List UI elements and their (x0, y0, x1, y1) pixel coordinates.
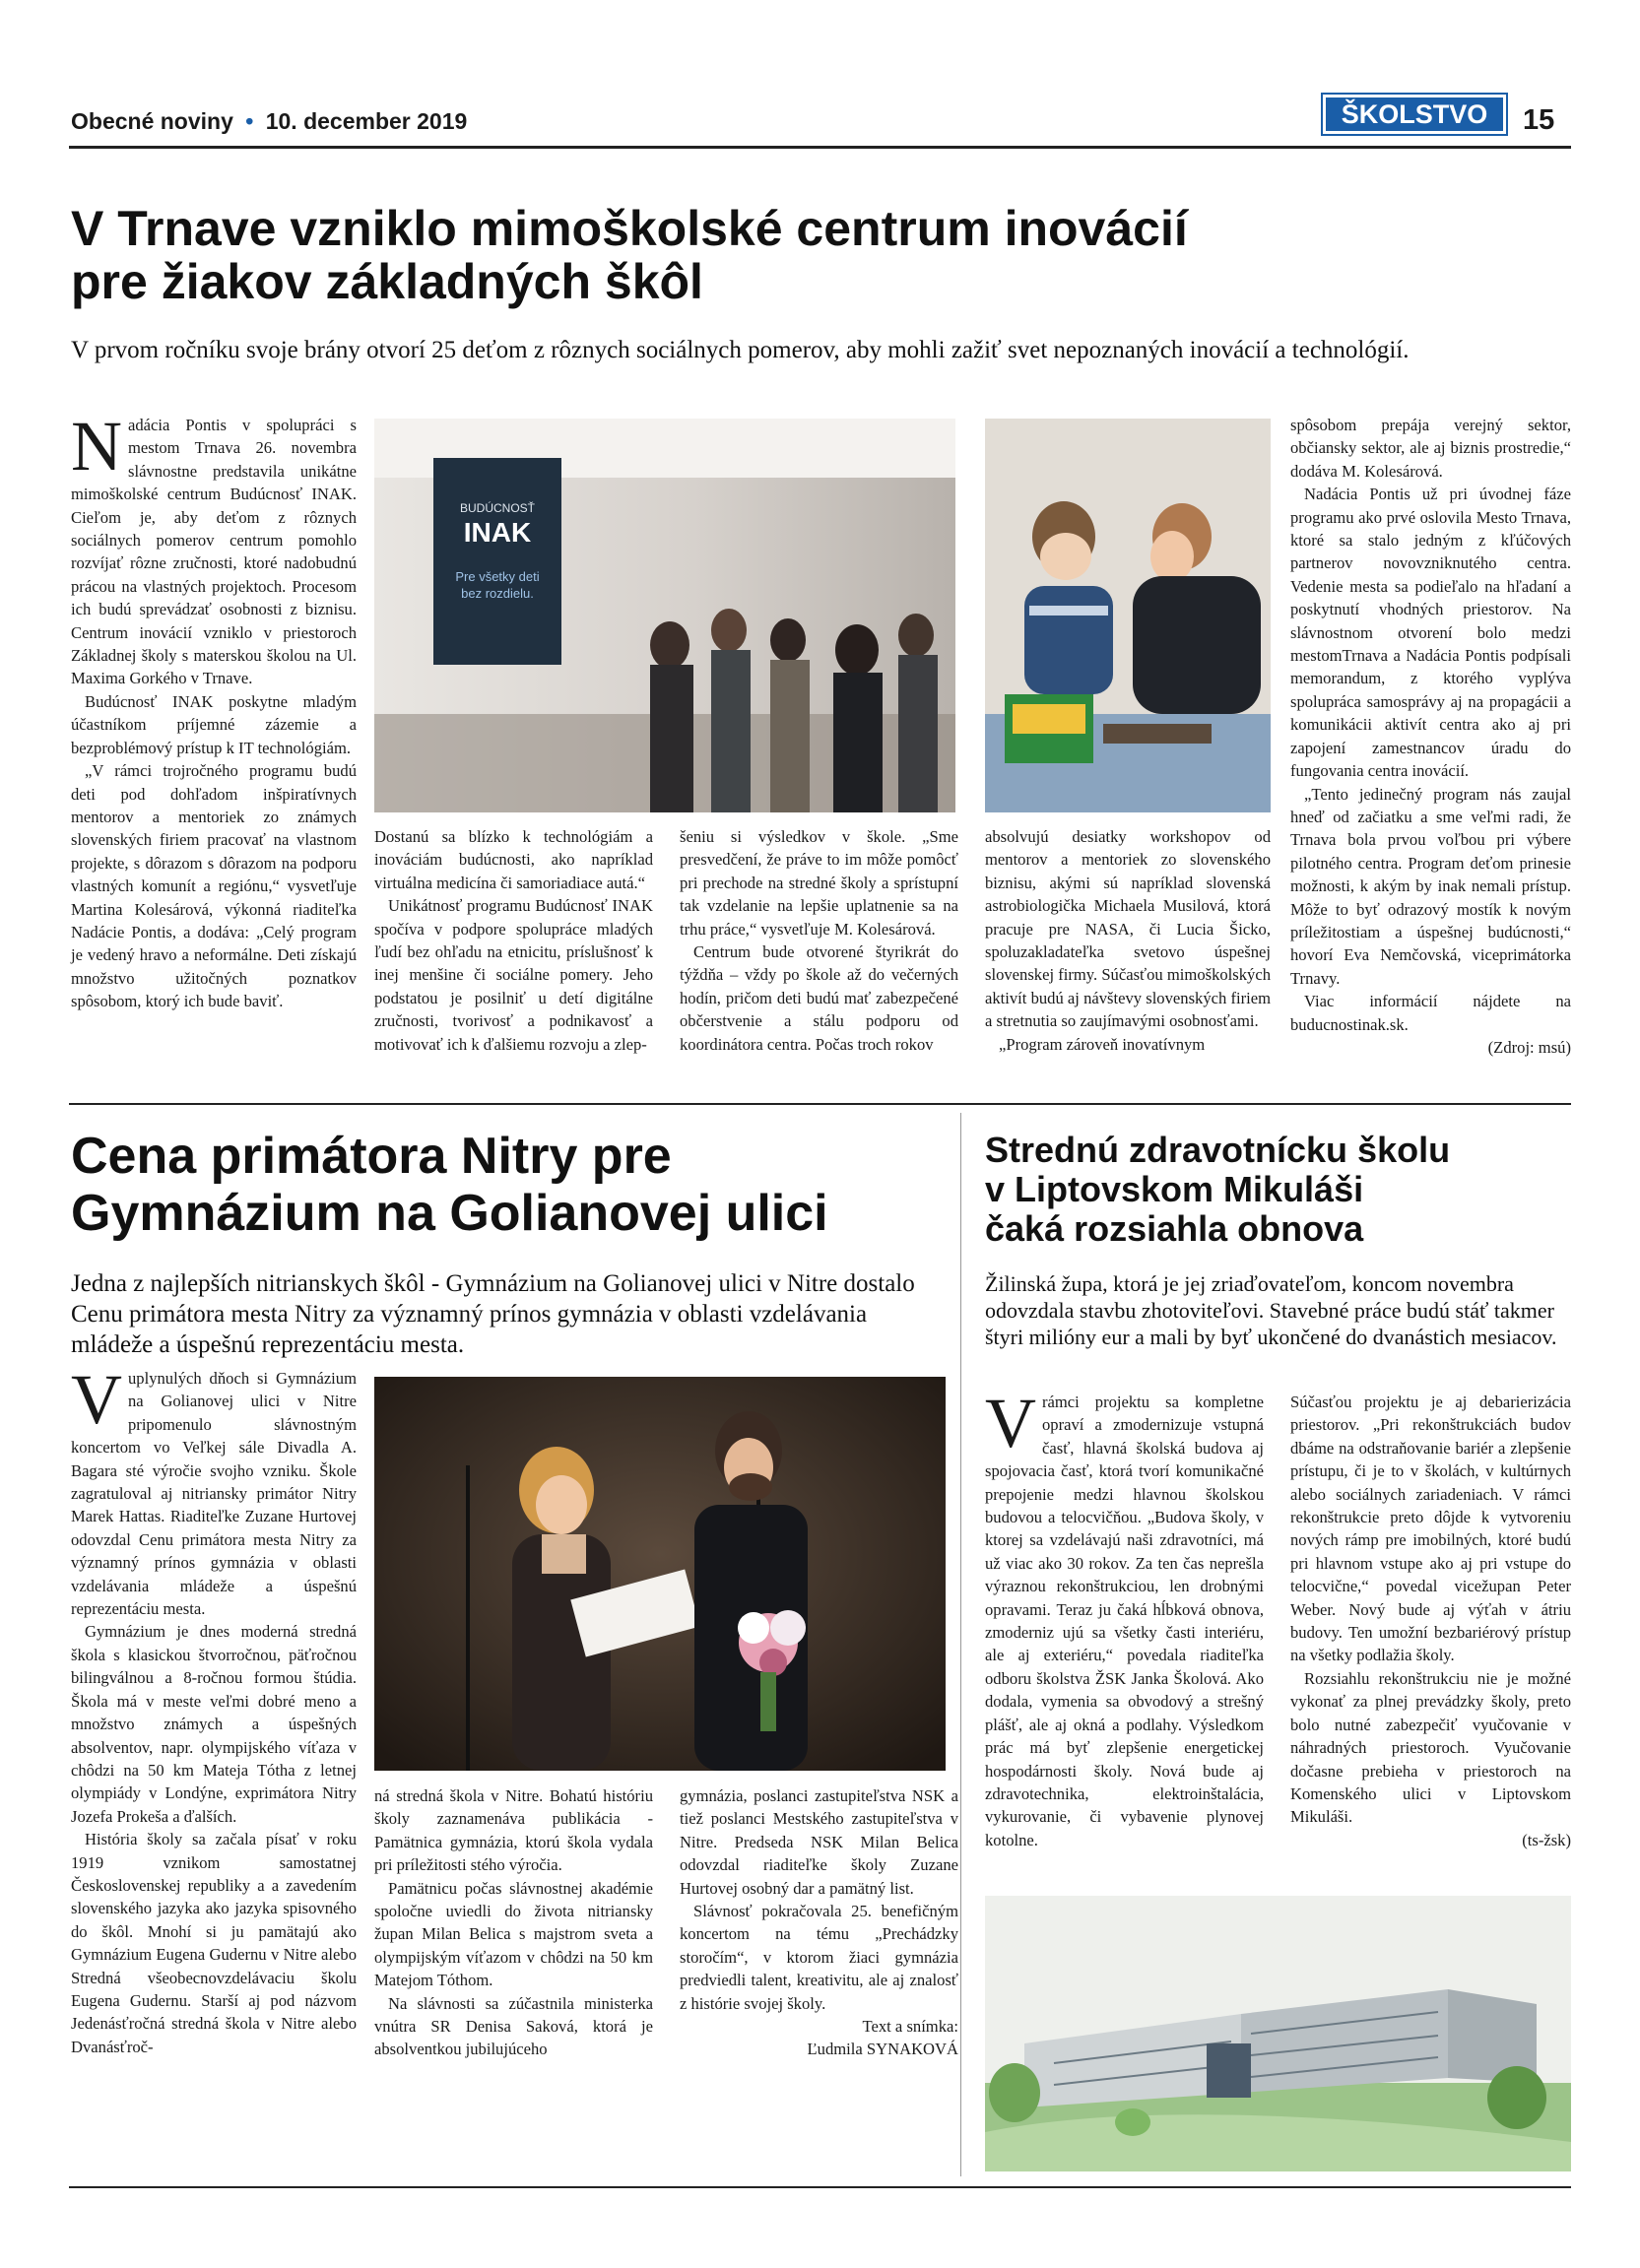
article2-paragraph: Na slávnosti sa zúčastnila ministerka vnútra SR Denisa Saková, ktorá je absolventkou jubilujúceho (374, 1993, 653, 2059)
photo-credit-label: Text a snímka: (862, 2017, 958, 2037)
article2-lead: Jedna z najlepších nitrianskych škôl - Gymnázium na Golianovej ulici v Nitre dostalo Cenu primátora mesta Nitry za významný prínos gymnázia v oblasti vzdelávania mládeže a úspešnú reprezentáciu mesta. (71, 1270, 915, 1358)
sign-text-2: INAK (463, 517, 532, 548)
drop-cap: V (71, 1360, 122, 1439)
header-rule (69, 146, 1571, 149)
article1-title-line1: V Trnave vzniklo mimoškolské centrum inovácií (71, 201, 1188, 256)
article3-title-line3: čaká rozsiahla obnova (985, 1208, 1364, 1249)
building-rendering-illustration (985, 1896, 1571, 2171)
opening-event-photo-illustration (374, 419, 955, 812)
article1-paragraph: šeniu si výsledkov v škole. „Sme presvedčení, že práve to im môže pomôcť pri prechode na stredné školy a sprístupní tak vzdelanie na lepšie uplatnenie sa na trhu práce,“ vysvetľuje M. Kolesárová. (680, 827, 958, 939)
article3-title (985, 1131, 1576, 1249)
article2-paragraph: Vuplynulých dňoch si Gymnázium na Golianovej ulici v Nitre pripomenulo slávnostným koncertom vo Veľkej sále Divadla A. Bagara sté výročie svojho vzniku. Škole zagratuloval aj nitriansky primátor Nitry Marek Hattas. Riaditeľke Zuzane Hurtovej odovzdal Cenu primátora mesta Nitry za významný prínos gymnázia v oblasti vzdelávania mládeže a úspešnú reprezentáciu mesta. (71, 1360, 357, 1619)
article2-title-line2: Gymnázium na Golianovej ulici (71, 1185, 828, 1242)
article1-title (71, 202, 1548, 308)
article1-paragraph: „Program zároveň inovatívnym (999, 1034, 1206, 1054)
article2-paragraph: Slávnosť pokračovala 25. benefičným koncertom na tému „Prechádzky storočím“, v ktorom žiaci gymnázia predviedli talent, kreativitu, ale aj znalosť z histórie svojej školy. (680, 1902, 958, 2013)
sign-text-3: Pre všetky deti (455, 569, 540, 584)
article-divider (69, 1103, 1571, 1105)
page-number: 15 (1523, 104, 1555, 136)
article1-paragraph: Centrum bude otvorené štyrikrát do týždňa – vždy po škole až do večerných hodín, pričom deti budú mať zabezpečené občerstvenie a stálu podporu od koordinátora centra. Počas troch rokov (680, 942, 958, 1054)
running-header (71, 108, 467, 135)
article1-lead: V prvom ročníku svoje brány otvorí 25 deťom z rôznych sociálnych pomerov, aby mohli zažiť svet nepoznaných inovácií a technológií. (71, 337, 1410, 363)
sign-text-1: BUDÚCNOSŤ (459, 501, 536, 515)
article1-column-5 (1290, 414, 1571, 1059)
article2-column-3 (680, 1784, 958, 2061)
photo-award-ceremony (374, 1377, 946, 1771)
header-bullet: • (245, 108, 254, 134)
column-divider (960, 1113, 961, 2176)
article3-lead: Žilinská župa, ktorá je jej zriaďovateľom, koncom novembra odovzdala stavbu zhotoviteľovi. Stavebné práce budú stáť takmer štyri milióny eur a mali by byť ukončené do dvanástich mesiacov. (985, 1271, 1557, 1349)
article1-column-2 (374, 825, 653, 1056)
footer-rule (69, 2186, 1571, 2188)
article2-paragraph: Gymnázium je dnes moderná stredná škola s klasickou štvorročnou, päťročnou bilingválnou a 8-ročnou formou štúdia. Škola má v meste veľmi dobré meno a množstvo známych a úspešných absolventov, napr. olympijského víťaza v chôdzi na 50 km Mateja Tótha z letnej olympiády v Londýne, exprimátora Nitry Jozefa Prokeša a ďalších. (71, 1622, 357, 1826)
child-mentor-photo-illustration (985, 419, 1271, 812)
article1-column-3 (680, 825, 958, 1056)
article1-title-line2: pre žiakov základných škôl (71, 254, 703, 309)
photo-child-mentor (985, 419, 1271, 812)
photo-school-building-rendering (985, 1896, 1571, 2171)
article2-paragraph: História školy sa začala písať v roku 1919 vznikom samostatnej Československej republiky a a zavedením slovenského jazyka ako jazyka spisovného do škôl. Mnohí si ju pamätajú ako Gymnázium Eugena Gudernu v Nitre alebo Stredná všeobecnovzdelávaciu školu Eugena Gudernu. Starší aj pod názvom Jedenásťročná stredná škola v Nitre alebo Dvanásťroč- (71, 1830, 357, 2056)
article1-column-4 (985, 825, 1271, 1056)
article2-column-2 (374, 1784, 653, 2061)
photo-opening-event (374, 419, 955, 812)
award-ceremony-photo-illustration (374, 1377, 946, 1771)
drop-cap: V (985, 1384, 1036, 1462)
section-tag (1321, 93, 1508, 136)
article2-paragraph: Pamätnicu počas slávnostnej akadémie spoločne uviedli do života nitriansky župan Milan Belica s majstrom sveta a olympijským víťazom v chôdzi na 50 km Matejom Tóthom. (374, 1878, 653, 1990)
article1-column-1 (71, 407, 357, 1013)
article3-title-line2: v Liptovskom Mikuláši (985, 1169, 1364, 1209)
article1-paragraph: Dostanú sa blízko k technológiám a inováciám budúcnosti, ako napríklad virtuálna medicína či samoriadiace autá.“ (374, 827, 653, 892)
article3-column-1 (985, 1384, 1264, 1851)
article3-paragraph: Rozsiahlu rekonštrukciu nie je možné vykonať za plnej prevádzky školy, preto bolo nutné zabezpečiť vyučovanie v náhradných priestoroch. Vyučovanie dočasne prebieha v priestoroch na Komenského ulici v Liptovskom Mikuláši. (1290, 1668, 1571, 1827)
article1-paragraph: Nadácia Pontis v spolupráci s mestom Trnava 26. novembra slávnostne predstavila unikátne mimoškolské centrum Budúcnosť INAK. Cieľom je, aby deťom z rôznych sociálnych pomerov centrum pomohlo rozvíjať rôzne zručnosti, ktoré nadobudnú prácou na vlastných projektoch. Procesom ich budú sprevádzať osobnosti z biznisu. Centrum inovácií vzniklo v priestoroch Základnej školy s materskou školou na Ul. Maxima Gorkého v Trnave. (71, 407, 357, 688)
article2-title (71, 1128, 938, 1242)
article2-title-line1: Cena primátora Nitry pre (71, 1128, 672, 1185)
drop-cap: N (71, 407, 122, 486)
article3-paragraph: Súčasťou projektu je aj debarierizácia priestorov. „Pri rekonštrukciách budov dbáme na odstraňovanie bariér a zlepšenie prístupu, či je to v školách, v kultúrnych alebo sociálnych zariadeniach. V rámci rekonštrukcie preto dôjde k vytvoreniu nových rámp pre imobilných, ktoré budú pri hlavnom vstupe ako aj pri vstupe do telocvične,“ povedal vicežupan Peter Weber. Nový bude aj výťah v átriu budovy. Ten umožní bezbariérový prístup na všetky podlažia školy. (1290, 1393, 1571, 1665)
article1-paragraph: Nadácia Pontis už pri úvodnej fáze programu ako prvé oslovila Mesto Trnava, ktoré sa stalo jedným z kľúčových partnerov novovzniknutého centra. Vedenie mesta sa podieľalo na hľadaní a poskytnutí vhodných priestorov. Na slávnostnom otvorení bolo medzi mestomTrnava a Nadácia Pontis podpísali memorandum, z ktorého vyplýva spolupráca samosprávy aj na propagácii a komunikácii aktivít centra ako aj pri zapojení zamestnancov úradu do fungovania centra inovácií. (1290, 485, 1571, 781)
article2-paragraph: ná stredná škola v Nitre. Bohatú históriu školy zaznamenáva publikácia - Pamätnica gymnázia, ktorú škola vydala pri príležitosti stého výročia. (374, 1786, 653, 1875)
article1-paragraph: absolvujú desiatky workshopov od mentorov a mentoriek zo slovenského biznisu, akými sú napríklad slovenská astrobiologička Michaela Musilová, ktorá pracuje pre NASA, či Lucia Šicko, spoluzakladateľka svetovo úspešnej slovenskej firmy. Súčasťou mimoškolských aktivít budú aj návštevy slovenských firiem a stretnutia so zaujímavými osobnosťami. (985, 827, 1271, 1031)
issue-date: 10. december 2019 (265, 108, 468, 134)
article1-paragraph: Budúcnosť INAK poskytne mladým účastníkom príjemné zázemie a bezproblémový prístup k IT technológiám. (71, 691, 357, 757)
publication-name: Obecné noviny (71, 108, 233, 134)
article1-paragraph: „V rámci trojročného programu budú deti pod dohľadom inšpiratívnych mentorov a mentoriek zo známych slovenských firiem pracovať na vlastnom projekte, s dôrazom s dôrazom na podporu vlastných komunít a regiónu,“ vysvetľuje Martina Kolesárová, výkonná riaditeľka Nadácie Pontis, a dodáva: „Celý program je vedený hravo a neformálne. Deti získajú množstvo užitočných poznatkov spôsobom, ktorý ich bude baviť. (71, 761, 357, 1011)
sign-text-4: bez rozdielu. (461, 586, 534, 601)
article1-paragraph: spôsobom prepája verejný sektor, občiansky sektor, ale aj biznis prostredie,“ dodáva M. Kolesárová. (1290, 416, 1571, 481)
author-name: Ľudmila SYNAKOVÁ (807, 2040, 958, 2059)
article3-column-2 (1290, 1391, 1571, 1851)
article1-source: (Zdroj: msú) (1487, 1037, 1571, 1057)
article2-paragraph: gymnázia, poslanci zastupiteľstva NSK a tiež poslanci Mestského zastupiteľstva v Nitre. Predseda NSK Milan Belica odovzdal riaditeľke školy Zuzane Hurtovej osobný dar a pamätný list. (680, 1786, 958, 1898)
section-label: ŠKOLSTVO (1326, 97, 1503, 131)
article3-source: (ts-žsk) (1522, 1830, 1571, 1849)
article2-column-1 (71, 1360, 357, 2058)
article1-paragraph: Viac informácií nájdete na buducnostinak.sk. (1290, 992, 1571, 1034)
article1-paragraph: „Tento jedinečný program nás zaujal hneď od začiatku a sme veľmi radi, že Trnava bola prvou voľbou pri výbere pilotného centra. Program deťom prinesie možnosti, k akým by inak nemali prístup. Môže to byť odrazový mostík k novým príležitostiam a úspešnej budúcnosti,“ hovorí Eva Nemčovská, viceprimátorka Trnavy. (1290, 784, 1571, 988)
article3-title-line1: Strednú zdravotnícku školu (985, 1130, 1451, 1170)
article3-paragraph: Vrámci projektu sa kompletne opraví a zmodernizuje vstupná časť, hlavná školská budova aj spojovacia časť, ktorá tvorí komunikačné prepojenie medzi hlavnou školskou budovou a telocvičňou. „Budova školy, v ktorej sa vzdelávajú naši zdravotníci, má už viac ako 30 rokov. Za ten čas neprešla výraznou rekonštrukciou, len drobnými opravami. Teraz ju čaká hĺbková obnova, zmoderniz ujú sa všetky časti interiéru, ale aj exteriéru,“ povedala riaditeľka odboru školstva ŽSK Janka Školová. Ako dodala, vymenia sa obvodový a strešný plášť, ale aj okná a podlahy. Výsledkom prác má byť zlepšenie energetickej hospodárnosti školy. Nová bude aj zdravotechnika, elektroinštalácia, vykurovanie, či vybavenie plynovej kotolne. (985, 1384, 1264, 1849)
article1-paragraph: Unikátnosť programu Budúcnosť INAK spočíva v podpore spolupráce mladých ľudí bez ohľadu na etnicitu, príslušnosť k inej menšine či sociálne pomery. Jeho podstatou je posilniť u detí digitálne zručnosti, tvorivosť a podnikavosť a motivovať ich k ďalšiemu rozvoju a zlep- (374, 896, 653, 1054)
